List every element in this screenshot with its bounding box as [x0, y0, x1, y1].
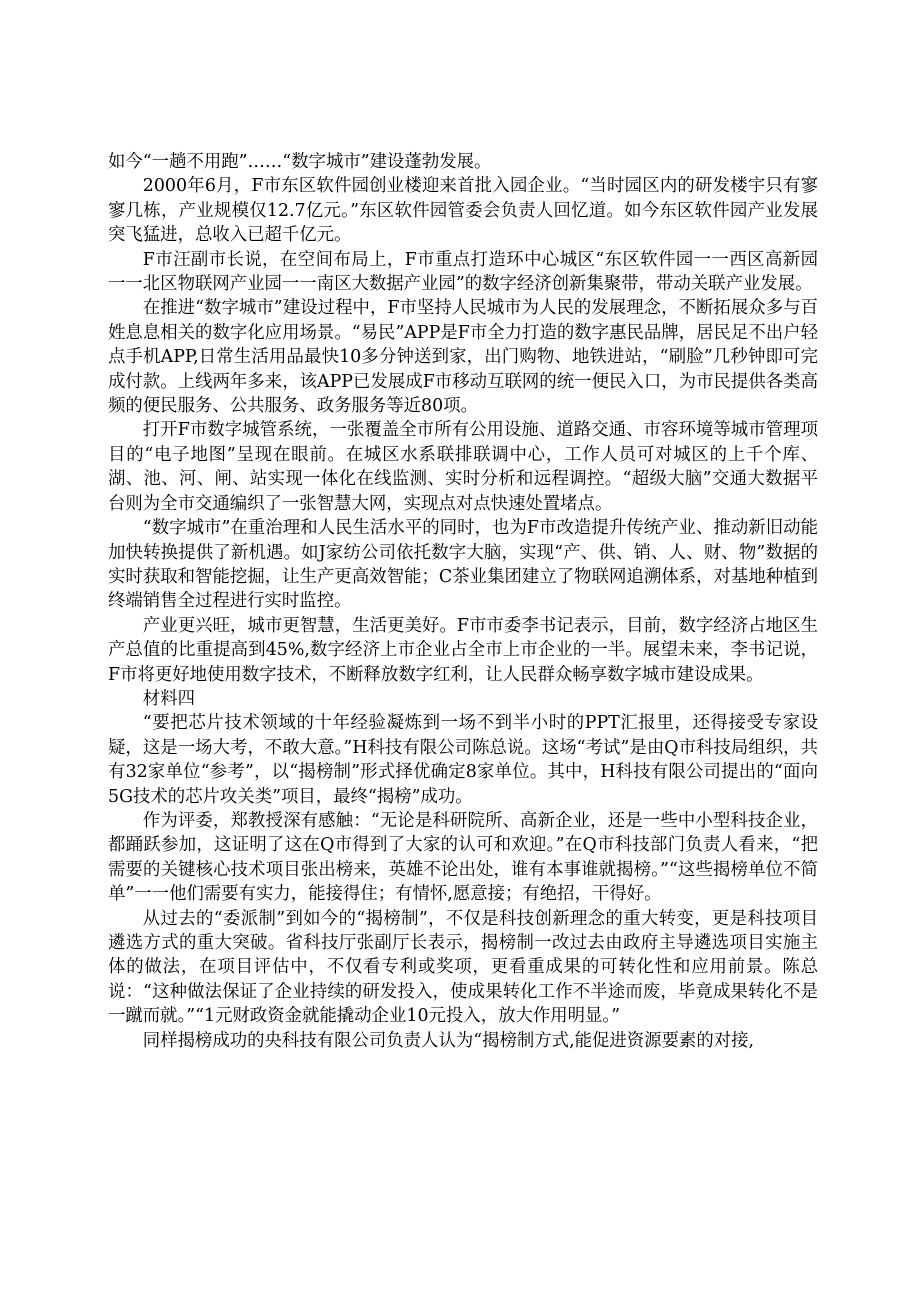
document-page — [108, 150, 818, 1053]
paragraph-3: F市汪副市长说，在空间布局上，F市重点打造环中心城区“东区软件园一一西区高新园一一北区物联网产业园一一南区大数据产业园”的数字经济创新集聚带，带动关联产业发展。 — [108, 249, 818, 295]
paragraph-2: 2000年6月，F市东区软件园创业楼迎来首批入园企业。“当时园区内的研发楼宇只有寥寥几栋，产业规模仅12.7亿元。”东区软件园管委会负责人回忆道。如今东区软件园产业发展突飞猛进，总收入已超千亿元。 — [108, 176, 818, 246]
paragraph-11: 同样揭榜成功的央科技有限公司负责人认为“揭榜制方式,能促进资源要素的对接, — [142, 1030, 755, 1051]
paragraph-1: 如今“一趟不用跑”……“数字城市”建设蓬勃发展。 — [108, 152, 492, 172]
paragraph-5: 打开F市数字城管系统，一张覆盖全市所有公用设施、道路交通、市容环境等城市管理项目的“电子地图”呈现在眼前。在城区水系联排联调中心，工作人员可对城区的上千个库、湖、池、河、闸、站实现一体化在线监测、实时分析和远程调控。“超级大脑”交通大数据平台则为全市交通编织了一张智慧大网，实现点对点快速处置堵点。 — [108, 420, 818, 514]
paragraph-6: “数字城市”在重治理和人民生活水平的同时，也为F市改造提升传统产业、推动新旧动能加快转换提供了新机遇。如J家纺公司依托数字大脑，实现“产、供、销、人、财、物”数据的实时获取和智能挖掘，让生产更高效智能；C茶业集团建立了物联网追溯体系，对基地种植到终端销售全过程进行实时监控。 — [108, 518, 818, 612]
paragraph-4: 在推进“数字城市”建设过程中，F市坚持人民城市为人民的发展理念，不断拓展众多与百姓息息相关的数字化应用场景。“易民”APP是F市全力打造的数字惠民品牌，居民足不出户轻点手机APP,日常生活用品最快10多分钟送到家，出门购物、地铁进站，“刷脸”几秒钟即可完成付款。上线两年多来，该APP已发展成F市移动互联网的统一便民入口，为市民提供各类高频的便民服务、公共服务、政务服务等近80项。 — [108, 298, 818, 417]
paragraph-8: “要把芯片技术领域的十年经验凝炼到一场不到半小时的PPT汇报里，还得接受专家设疑，这是一场大考，不敢大意。”H科技有限公司陈总说。这场“考试”是由Q市科技局组织，共有32家单位“参考”，以“揭榜制”形式择优确定8家单位。其中，H科技有限公司提出的“面向5G技术的芯片攻关类”项目，最终“揭榜”成功。 — [108, 713, 818, 807]
paragraph-10: 从过去的“委派制”到如今的“揭榜制”，不仅是科技创新理念的重大转变，更是科技项目遴选方式的重大突破。省科技厅张副厅长表示，揭榜制一改过去由政府主导遴选项目实施主体的做法，在项目评估中，不仅看专利或奖项，更看重成果的可转化性和应用前景。陈总说：“这种做法保证了企业持续的研发投入，使成果转化工作不半途而废，毕竟成果转化不是一蹴而就。”“1元财政资金就能撬动企业10元投入，放大作用明显。” — [108, 908, 818, 1027]
section-heading: 材料四 — [142, 688, 195, 709]
paragraph-9: 作为评委，郑教授深有感触：“无论是科研院所、高新企业，还是一些中小型科技企业，都踊跃参加，这证明了这在Q市得到了大家的认可和欢迎。”在Q市科技部门负责人看来，“把需要的关键核心技术项目张出榜来，英雄不论出处，谁有本事谁就揭榜。”“这些揭榜单位不简单”一一他们需要有实力，能接得住；有情怀,愿意接；有绝招，干得好。 — [108, 810, 818, 905]
paragraph-7: 产业更兴旺，城市更智慧，生活更美好。F市市委李书记表示，目前，数字经济占地区生产总值的比重提高到45%,数字经济上市企业占全市上市企业的一半。展望未来，李书记说，F市将更好地使用数字技术，不断释放数字红利，让人民群众畅享数字城市建设成果。 — [108, 615, 818, 685]
